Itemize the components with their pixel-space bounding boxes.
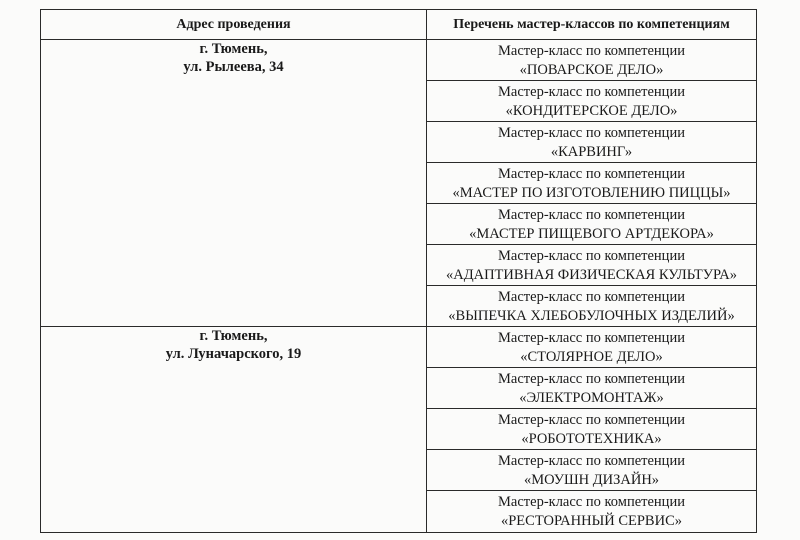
master-class-name: «ВЫПЕЧКА ХЛЕБОБУЛОЧНЫХ ИЗДЕЛИЙ» — [448, 307, 735, 324]
master-class-item — [427, 245, 757, 286]
master-class-prefix: Мастер-класс по компетенции — [498, 165, 685, 182]
master-class-item — [427, 204, 757, 245]
master-class-prefix: Мастер-класс по компетенции — [498, 288, 685, 305]
master-class-name: «АДАПТИВНАЯ ФИЗИЧЕСКАЯ КУЛЬТУРА» — [446, 266, 737, 283]
master-class-prefix: Мастер-класс по компетенции — [498, 206, 685, 223]
master-class-prefix: Мастер-класс по компетенции — [498, 329, 685, 346]
master-class-item — [427, 81, 757, 122]
table-row — [41, 327, 757, 368]
address-city: г. Тюмень, — [199, 41, 268, 57]
master-class-name: «РОБОТОТЕХНИКА» — [521, 430, 662, 447]
address-street: ул. Луначарского, 19 — [165, 346, 302, 362]
master-classes-table — [40, 9, 757, 533]
master-class-item — [427, 491, 757, 533]
master-class-name: «РЕСТОРАННЫЙ СЕРВИС» — [500, 513, 682, 529]
header-address: Адрес проведения — [41, 10, 427, 40]
master-class-prefix: Мастер-класс по компетенции — [498, 494, 685, 510]
master-class-prefix: Мастер-класс по компетенции — [498, 83, 685, 100]
master-class-item — [427, 327, 757, 368]
master-class-item — [427, 122, 757, 163]
master-class-prefix: Мастер-класс по компетенции — [498, 370, 685, 387]
address-street: ул. Рылеева, 34 — [183, 59, 284, 75]
master-class-name: «ЭЛЕКТРОМОНТАЖ» — [519, 389, 664, 406]
address-cell-1 — [41, 40, 427, 327]
master-class-name: «СТОЛЯРНОЕ ДЕЛО» — [520, 348, 663, 365]
master-class-name: «ПОВАРСКОЕ ДЕЛО» — [519, 61, 664, 78]
master-class-name: «МАСТЕР ПО ИЗГОТОВЛЕНИЮ ПИЦЦЫ» — [452, 184, 731, 201]
master-class-name: «МОУШН ДИЗАЙН» — [523, 471, 660, 488]
master-class-name: «КОНДИТЕРСКОЕ ДЕЛО» — [505, 102, 678, 119]
master-class-item — [427, 368, 757, 409]
table-header-row — [41, 10, 757, 40]
master-class-name: «КАРВИНГ» — [550, 143, 633, 160]
master-class-item — [427, 286, 757, 327]
table-row — [41, 40, 757, 81]
master-class-item — [427, 450, 757, 491]
address-cell-2 — [41, 327, 427, 533]
master-class-name: «МАСТЕР ПИЩЕВОГО АРТДЕКОРА» — [469, 225, 714, 242]
master-class-item — [427, 163, 757, 204]
master-class-item — [427, 40, 757, 81]
master-class-prefix: Мастер-класс по компетенции — [498, 42, 685, 59]
address-city: г. Тюмень, — [199, 328, 268, 344]
header-list: Перечень мастер-классов по компетенциям — [427, 10, 757, 40]
master-class-prefix: Мастер-класс по компетенции — [498, 452, 685, 469]
master-class-prefix: Мастер-класс по компетенции — [498, 247, 685, 264]
master-class-prefix: Мастер-класс по компетенции — [498, 124, 685, 141]
master-class-item — [427, 409, 757, 450]
master-class-prefix: Мастер-класс по компетенции — [498, 411, 685, 428]
